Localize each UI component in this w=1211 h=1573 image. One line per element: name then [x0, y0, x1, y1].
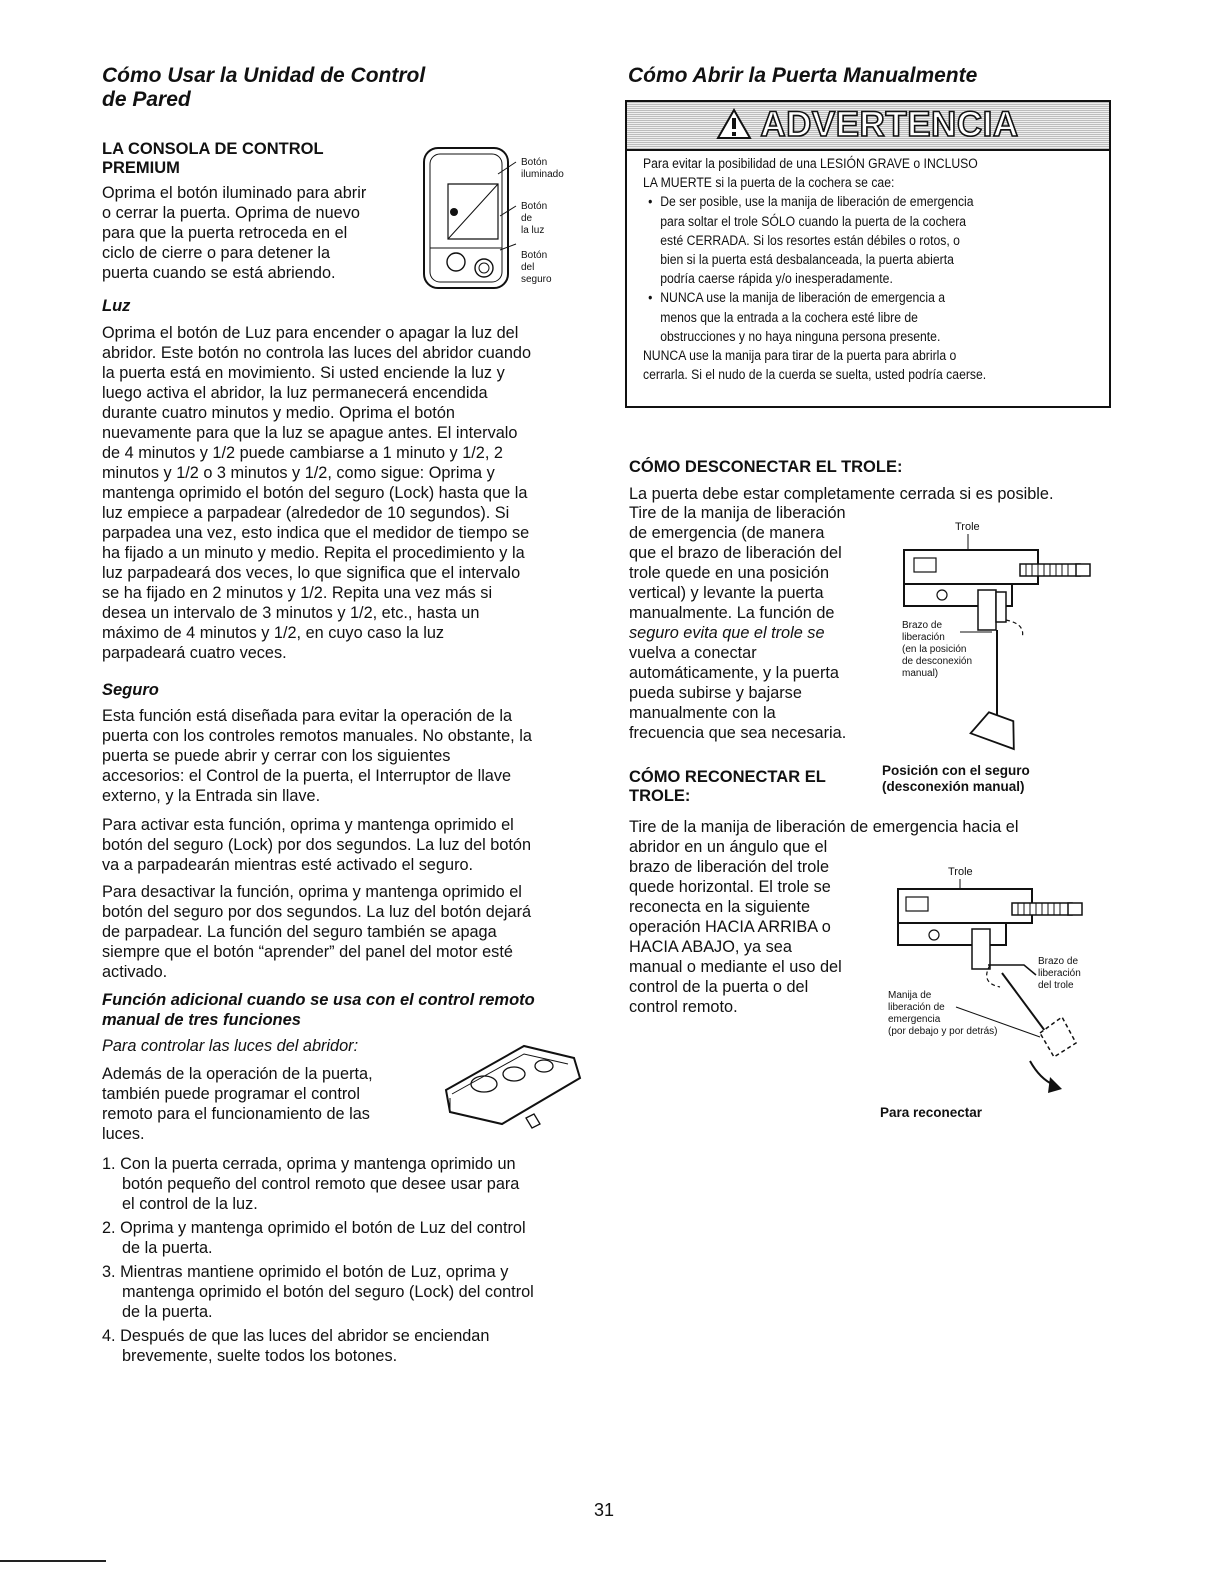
disconnect-heading: CÓMO DESCONECTAR EL TROLE: — [629, 458, 903, 476]
reconnect-heading: CÓMO RECONECTAR EL TROLE: — [629, 768, 826, 805]
warning-text: Para evitar la posibilidad de una LESIÓN GRAVE o INCLUSO LA MUERTE si la puerta de la cochera se cae: • De ser posible, use la manija de liberación de emergencia para soltar el trole SÓLO cuando la puerta de la cochera esté CERRADA. Si los resortes están débiles o rotos, o bien si la puerta está desbalanceada, la puerta abierta podría caerse rápida y/o inesperadamente. • NUNCA use la manija de liberación de emergencia a menos que la entrada a la cochera esté libre de obstrucciones y no haya ninguna persona presente. NUNCA use la manija para tirar de la puerta para abrirla o cerrarla. Si el nudo de la cuerda se suelta, usted podría caerse. — [643, 155, 1107, 385]
list-item: 2. Oprima y mantenga oprimido el botón de Luz del control de la puerta. — [102, 1219, 526, 1257]
console-heading: LA CONSOLA DE CONTROL PREMIUM — [102, 140, 324, 177]
seguro-heading: Seguro — [102, 681, 159, 699]
fig2-arm-label: Brazo de liberación del trole — [1038, 956, 1081, 991]
deactivate-paragraph: Para desactivar la función, oprima y mantenga oprimido el botón del seguro por dos segundos. La luz del botón dejará de parpadear. La función del seguro también se apaga siempre que el botón “aprender” del panel del motor esté activado. — [102, 883, 532, 981]
activate-paragraph: Para activar esta función, oprima y mantenga oprimido el botón del seguro (Lock) por dos segundos. La luz del botón va a parpadearán mientras esté activado el seguro. — [102, 816, 532, 874]
warning-box — [625, 100, 1111, 408]
fig1-arm-label: Brazo de liberación (en la posición de desconexión manual) — [902, 620, 973, 679]
section-title-wall-control: Cómo Usar la Unidad de Control de Pared — [102, 64, 426, 111]
fig1-caption: Posición con el seguro (desconexión manual) — [882, 763, 1030, 794]
list-item: 1. Con la puerta cerrada, oprima y mantenga oprimido un botón pequeño del control remoto que desee usar para el control de la luz. — [102, 1155, 520, 1213]
warning-bullet: • NUNCA use la manija de liberación de emergencia a menos que la entrada a la cochera esté libre de obstrucciones y no haya ninguna persona presente. — [643, 289, 1107, 347]
reconnect-paragraph: abridor en un ángulo que el brazo de liberación del trole quede horizontal. El trole se reconecta en la siguiente operación HACIA ARRIBA o HACIA ABAJO, ya sea manual o mediante el uso del control de la puerta o del control remoto. — [629, 838, 842, 1016]
warning-bullet: • De ser posible, use la manija de liberación de emergencia para soltar el trole SÓLO cuando la puerta de la cochera esté CERRADA. Si los resortes están débiles o rotos, o bien si la puerta está desbalanceada, la puerta abierta podría caerse rápida y/o inesperadamente. — [643, 193, 1107, 289]
luz-heading: Luz — [102, 297, 131, 315]
luz-paragraph: Oprima el botón de Luz para encender o apagar la luz del abridor. Este botón no controla las luces del abridor cuando la puerta está en movimiento. Si usted enciende la luz y luego activa el abridor, la luz permanecerá encendida durante cuatro minutos y medio. Oprima el botón nuevamente para que la luz se apague antes. El intervalo de 4 minutos y 1/2 puede cambiarse a 1 minuto y 1/2, 2 minutos y 1/2 o 3 minutos y 1/2, como sigue: Oprima y mantenga oprimido el botón del seguro (Lock) hasta que la luz empiece a parpadear (alrededor de 10 segundos). Si parpadea una vez, esto indica que el medidor de tiempo se ha fijado a un minuto y medio. Repita el procedimiento y la luz parpadeará dos veces, lo que significa que el intervalo se ha fijado en 2 minutos y 1/2. Repita una vez más si desea un intervalo de 3 minutos y 1/2, etc., hasta un máximo de 4 minutos y 1/2, en cuyo caso la luz parpadeará cuatro veces. — [102, 324, 532, 662]
label-lit-button: Botón iluminado — [521, 157, 564, 180]
section-title-manual-open: Cómo Abrir la Puerta Manualmente — [628, 64, 978, 87]
extra-paragraph: Además de la operación de la puerta, también puede programar el control remoto para el funcionamiento de las luces. — [102, 1065, 373, 1143]
fig2-trole-label: Trole — [948, 866, 973, 878]
fig1-trole-label: Trole — [955, 521, 980, 533]
console-paragraph: Oprima el botón iluminado para abrir o cerrar la puerta. Oprima de nuevo para que la puerta retroceda en el ciclo de cierre o para detener la puerta cuando se está abriendo. — [102, 184, 367, 282]
console-illustration — [418, 144, 518, 294]
page-number: 31 — [594, 1500, 615, 1520]
list-item: 3. Mientras mantiene oprimido el botón de Luz, oprima y mantenga oprimido el botón del seguro (Lock) del control de la puerta. — [102, 1263, 534, 1321]
label-light-button: Botón de la luz — [521, 201, 548, 236]
footer-rule — [0, 1560, 106, 1562]
disconnect-intro: La puerta debe estar completamente cerrada si es posible. — [629, 485, 1054, 503]
warning-triangle-icon — [717, 109, 751, 139]
extra-function-heading: Función adicional cuando se usa con el control remoto manual de tres funciones — [102, 991, 535, 1029]
steps-list — [102, 1154, 592, 1370]
fig2-caption: Para reconectar — [880, 1105, 983, 1120]
list-item: 4. Después de que las luces del abridor se enciendan brevemente, suelte todos los botones. — [102, 1327, 490, 1365]
warning-header — [627, 102, 1109, 151]
extra-intro: Para controlar las luces del abridor: — [102, 1037, 359, 1055]
disconnect-paragraph: Tire de la manija de liberación de emergencia (de manera que el brazo de liberación del trole quede en una posición vertical) y levante la puerta manualmente. La función de seguro evita que el trole se vuelva a conectar automáticamente, y la puerta pueda subirse y bajarse manualmente con la frecuencia que sea necesaria. — [629, 504, 847, 742]
reconnect-intro: Tire de la manija de liberación de emergencia hacia el — [629, 818, 1019, 836]
remote-control-illustration — [438, 1038, 583, 1133]
fig2-handle-label: Manija de liberación de emergencia (por debajo y por detrás) — [888, 990, 998, 1037]
warning-title: ADVERTENCIA — [627, 104, 1109, 146]
label-lock-button: Botón del seguro — [521, 250, 552, 285]
seguro-paragraph: Esta función está diseñada para evitar la operación de la puerta con los controles remotos manuales. No obstante, la puerta se puede abrir y cerrar con los siguientes accesorios: el Control de la puerta, el Interruptor de llave externo, y la Entrada sin llave. — [102, 707, 532, 805]
